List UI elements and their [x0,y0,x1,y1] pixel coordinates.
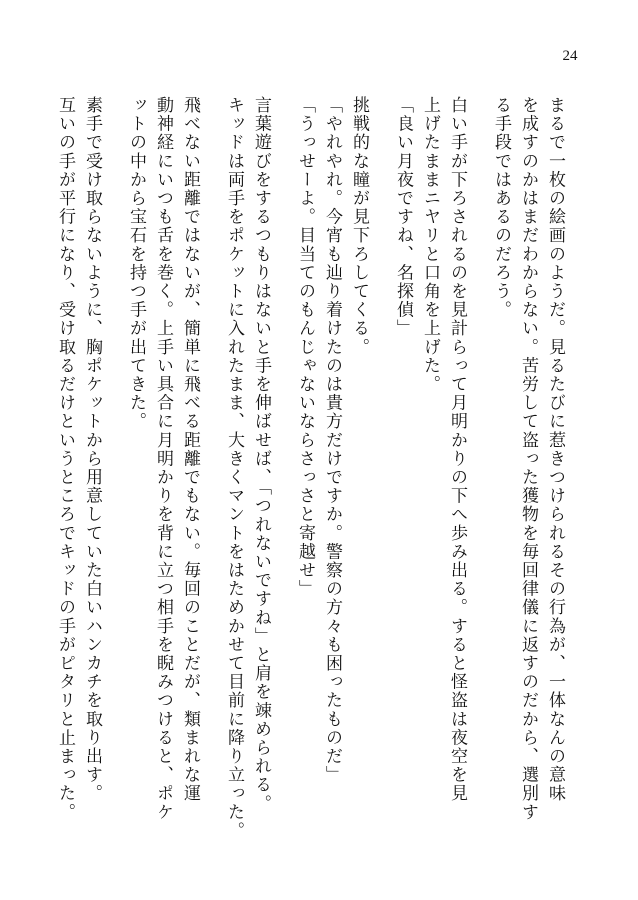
text-line: まるで一枚の絵画のようだ。見るたびに惹きつけられるその行為が、一体なんの意味 [545,96,565,803]
novel-text-block [48,96,568,856]
text-line: 動神経にいつも舌を巻く。上手い具合に月明かりを背に立つ相手を睨みつけると、ポケ [153,96,173,822]
text-line: キッドは両手をポケットに入れたまま、大きくマントをはためかせて目前に降り立った。 [224,96,244,840]
text-line: 「やれやれ。今宵も辿り着けたのは貴方だけですか。警察の方々も困ったものだ」 [322,96,342,785]
text-line: る手段ではあるのだろう。 [491,96,511,320]
text-line: を成すのかはまだわからない。苦労して盗った獲物を毎回律儀に返すのだから、選別す [518,96,538,822]
text-line: 素手で受け取らないように、胸ポケットから用意していた白いハンカチを取り出す。 [82,96,102,803]
text-line: 白い手が下ろされるのを見計らって月明かりの下へ歩み出る。すると怪盗は夜空を見 [447,96,467,803]
text-line: 「良い月夜ですね、名探偵」 [393,96,413,338]
text-line: 挑戦的な瞳が見下ろしてくる。 [349,96,369,357]
text-line: 上げたままニヤリと口角を上げた。 [420,96,440,394]
text-line: 言葉遊びをするつもりはないと手を伸ばせば、「つれないですね」と肩を竦められる。 [251,96,271,813]
text-line: 互いの手が平行になり、受け取るだけというところでキッドの手がピタリと止まった。 [55,96,75,822]
page-number: 24 [562,48,578,64]
text-line: ットの中から宝石を持つ手が出てきた。 [126,96,146,431]
text-line: 「うっせーよ。目当てのもんじゃないならさっさと寄越せ」 [295,96,315,599]
text-line: 飛べない距離ではないが、簡単に飛べる距離でもない。毎回のことだが、類まれな運 [180,96,200,803]
